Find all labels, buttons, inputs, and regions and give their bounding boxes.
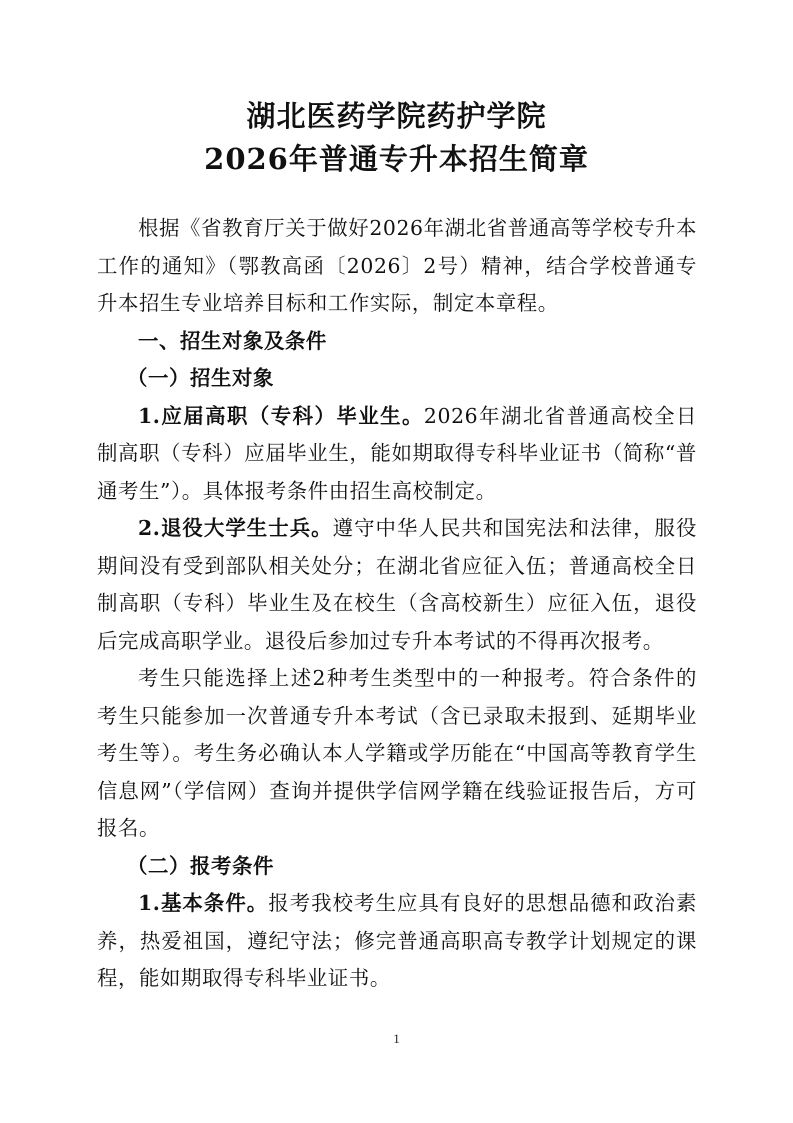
item-1-lead: 1.应届高职（专科）毕业生。 [138,403,424,428]
item-2-lead: 2.退役大学生士兵。 [138,516,333,540]
item-3-lead: 1.基本条件。 [138,891,269,915]
subsection-heading-2: （二）报考条件 [127,853,274,878]
page-number: 1 [393,1031,400,1046]
subsection-heading-1: （一）招生对象 [127,366,274,390]
section-heading-1: 一、招生对象及条件 [138,328,327,353]
intro-paragraph: 根据《省教育厅关于做好2026年湖北省普通高等学校专升本工作的通知》（鄂教高函〔2026〕2号）精神，结合学校普通专升本招生专业培养目标和工作实际，制定本章程。 [97,216,697,315]
document-title-line2: 2026年普通专升本招生简章 [204,142,589,176]
document-title-line1: 湖北医药学院药护学院 [246,99,547,133]
item-2-paragraph [97,510,697,660]
item-2-text: 遵守中华人民共和国宪法和法律，服役期间没有受到部队相关处分；在湖北省应征入伍；普通高校全日制高职（专科）毕业生及在校生（含高校新生）应征入伍，退役后完成高职学业。退役后参加过专升本考试的不得再次报考。 [97,516,697,653]
item-1-paragraph [97,398,697,511]
item-3-text: 报考我校考生应具有良好的思想品德和政治素养，热爱祖国，遵纪守法；修完普通高职高专教学计划规定的课程，能如期取得专科毕业证书。 [97,891,697,990]
note-paragraph: 考生只能选择上述2种考生类型中的一种报考。符合条件的考生只能参加一次普通专升本考试（含已录取未报到、延期毕业考生等）。考生务必确认本人学籍或学历能在“中国高等教育学生信息网”（学信网）查询并提供学信网学籍在线验证报告后，方可报名。 [97,666,697,840]
item-1-text: 2026年湖北省普通高校全日制高职（专科）应届毕业生，能如期取得专科毕业证书（简称“普通考生”）。具体报考条件由招生高校制定。 [97,403,697,503]
item-3-paragraph [97,885,697,998]
document-body [97,210,697,998]
